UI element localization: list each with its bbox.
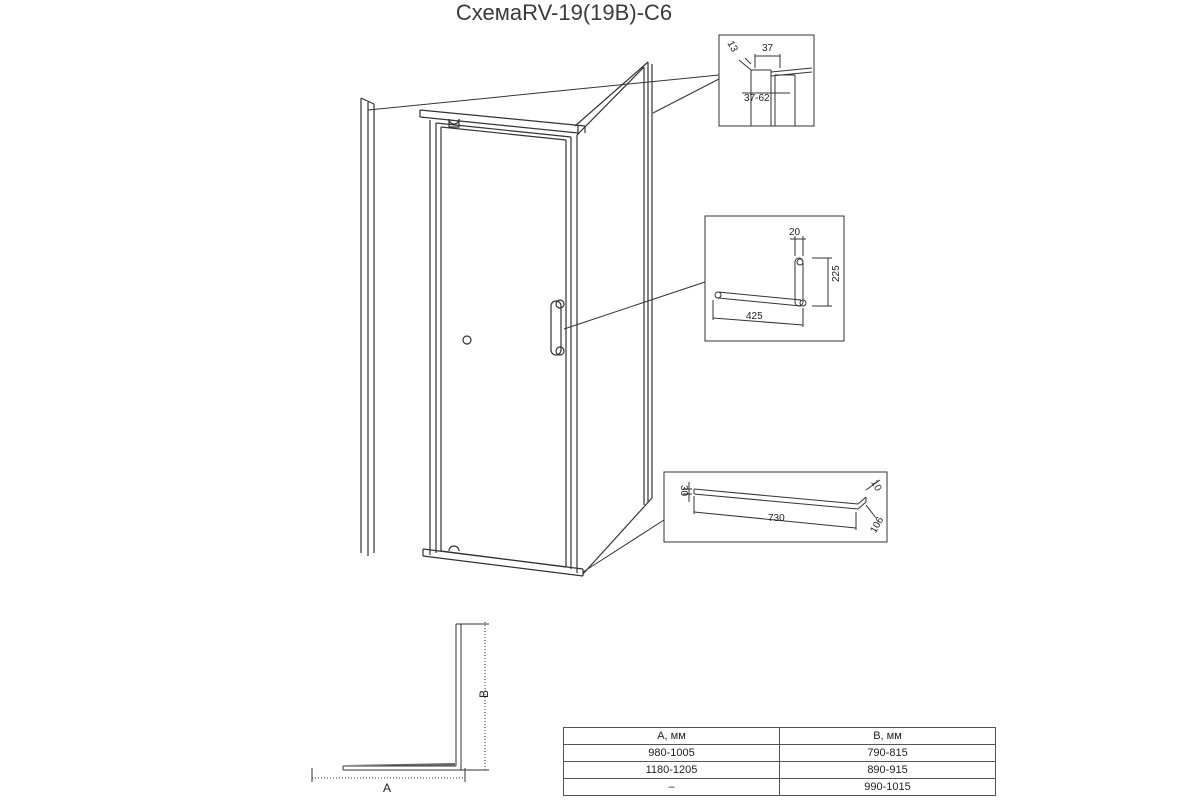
- door-frame: [430, 119, 577, 573]
- plan-label-a: A: [383, 781, 392, 795]
- profile-dim-13: 13: [724, 39, 740, 55]
- cell-a: 980-1005: [564, 745, 780, 762]
- rail-dim-106: 106: [868, 515, 887, 536]
- column-header-b: B, мм: [780, 728, 996, 745]
- plan-view: [312, 622, 491, 795]
- rail-dim-10: 10: [868, 478, 884, 494]
- handle-dim-425: 425: [746, 311, 763, 322]
- right-fixed-panel: [575, 62, 652, 574]
- table-row: [564, 745, 996, 762]
- size-table: [563, 727, 996, 796]
- table-row: [564, 762, 996, 779]
- left-fixed-panel: [361, 98, 374, 556]
- cell-a: –: [564, 779, 780, 796]
- size-table-header-row: [564, 728, 996, 745]
- top-rail: [420, 110, 585, 135]
- rail-dim-30: 30: [678, 485, 689, 497]
- leader-lines: [368, 75, 719, 572]
- table-row: [564, 779, 996, 796]
- rail-dim-730: 730: [768, 513, 785, 524]
- handle-dim-225: 225: [831, 265, 842, 282]
- plan-label-b: B: [477, 689, 491, 698]
- profile-dim-37: 37: [762, 43, 774, 54]
- cell-a: 1180-1205: [564, 762, 780, 779]
- cell-b: 990-1015: [780, 779, 996, 796]
- cell-b: 890-915: [780, 762, 996, 779]
- page-title: СхемаRV-19(19B)-C6: [455, 0, 673, 25]
- profile-dim-37-62: 37-62: [744, 93, 770, 104]
- handle-detail-box: [705, 216, 844, 341]
- rail-detail-box: [664, 472, 887, 542]
- door-knob: [463, 336, 471, 344]
- profile-detail-box: [719, 35, 814, 126]
- bottom-rail: [423, 546, 583, 576]
- door-handle: [551, 300, 564, 355]
- handle-dim-20: 20: [789, 227, 801, 238]
- cell-b: 790-815: [780, 745, 996, 762]
- column-header-a: A, мм: [564, 728, 780, 745]
